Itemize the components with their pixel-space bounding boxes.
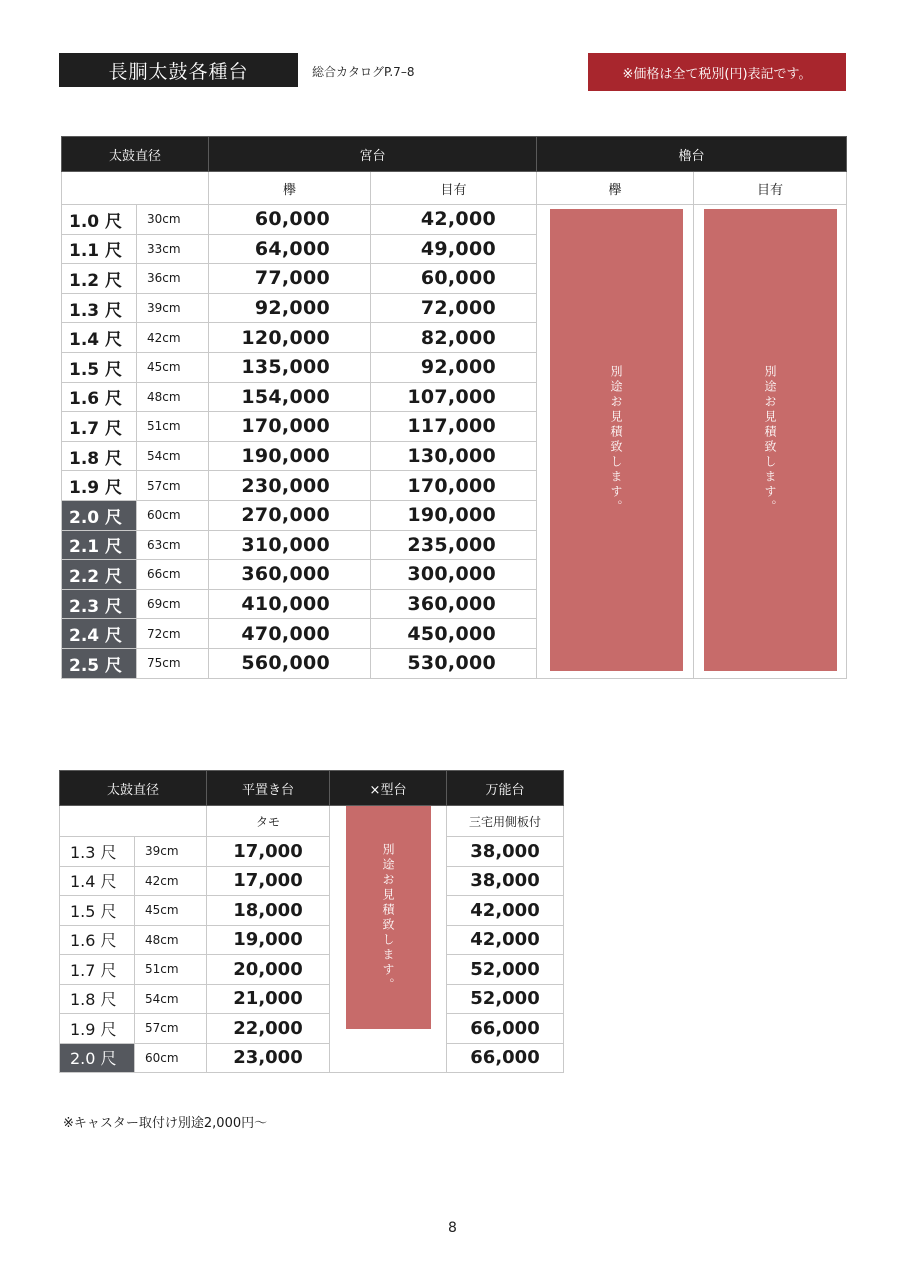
size-shaku: 2.5 尺 (62, 648, 137, 678)
size-cm: 60cm (137, 500, 209, 530)
size-cm: 48cm (137, 382, 209, 412)
price-miyadai-keyaki: 270,000 (209, 500, 371, 530)
size-shaku: 1.5 尺 (60, 896, 135, 926)
table-row (60, 866, 564, 896)
price-bannou: 42,000 (447, 925, 564, 955)
price-miyadai-mokuari: 107,000 (371, 382, 537, 412)
size-shaku: 1.4 尺 (60, 866, 135, 896)
size-shaku: 1.8 尺 (60, 984, 135, 1014)
caster-note: ※キャスター取付け別途2,000円〜 (63, 1116, 268, 1131)
header-miyadai: 宮台 (209, 137, 537, 172)
price-miyadai-mokuari: 130,000 (371, 441, 537, 471)
page-title: 長胴太鼓各種台 (59, 53, 298, 87)
table-row (60, 1043, 564, 1073)
price-miyadai-mokuari: 49,000 (371, 234, 537, 264)
price-miyadai-mokuari: 42,000 (371, 205, 537, 235)
size-shaku: 2.0 尺 (60, 1043, 135, 1073)
size-shaku: 1.6 尺 (60, 925, 135, 955)
price-miyadai-keyaki: 190,000 (209, 441, 371, 471)
size-cm: 36cm (137, 264, 209, 294)
header-diameter: 太鼓直径 (62, 137, 209, 172)
price-hiraoki: 21,000 (207, 984, 330, 1014)
size-shaku: 1.9 尺 (62, 471, 137, 501)
price-miyadai-keyaki: 410,000 (209, 589, 371, 619)
size-cm: 51cm (137, 412, 209, 442)
size-shaku: 2.2 尺 (62, 560, 137, 590)
size-shaku: 1.5 尺 (62, 352, 137, 382)
price-miyadai-keyaki: 170,000 (209, 412, 371, 442)
table-row (62, 205, 847, 235)
price-miyadai-keyaki: 470,000 (209, 619, 371, 649)
price-miyadai-mokuari: 92,000 (371, 352, 537, 382)
size-cm: 45cm (135, 896, 207, 926)
table-row (60, 984, 564, 1014)
size-shaku: 2.0 尺 (62, 500, 137, 530)
price-miyadai-mokuari: 190,000 (371, 500, 537, 530)
subheader-miyadai-mokuari: 目有 (371, 172, 537, 205)
header-diameter: 太鼓直径 (60, 771, 207, 806)
size-shaku: 1.8 尺 (62, 441, 137, 471)
price-hiraoki: 18,000 (207, 896, 330, 926)
size-cm: 30cm (137, 205, 209, 235)
price-bannou: 66,000 (447, 1014, 564, 1044)
size-cm: 39cm (135, 837, 207, 867)
price-miyadai-keyaki: 64,000 (209, 234, 371, 264)
price-miyadai-mokuari: 300,000 (371, 560, 537, 590)
tax-notice-badge: ※価格は全て税別(円)表記です。 (588, 53, 846, 91)
size-cm: 42cm (135, 866, 207, 896)
subheader-hiraoki-tamo: タモ (207, 806, 330, 837)
yaguradai-mokuari-cell (694, 205, 847, 679)
size-cm: 63cm (137, 530, 209, 560)
size-shaku: 1.6 尺 (62, 382, 137, 412)
price-bannou: 52,000 (447, 984, 564, 1014)
estimate-notice-xgata: 別途お見積致します。 (346, 806, 431, 1029)
subheader-bannou-miyake: 三宅用側板付 (447, 806, 564, 837)
subheader-yaguradai-keyaki: 欅 (537, 172, 694, 205)
price-miyadai-keyaki: 360,000 (209, 560, 371, 590)
size-cm: 51cm (135, 955, 207, 985)
price-miyadai-mokuari: 72,000 (371, 293, 537, 323)
size-shaku: 1.7 尺 (62, 412, 137, 442)
price-miyadai-mokuari: 117,000 (371, 412, 537, 442)
size-cm: 39cm (137, 293, 209, 323)
price-miyadai-mokuari: 82,000 (371, 323, 537, 353)
price-miyadai-mokuari: 450,000 (371, 619, 537, 649)
size-cm: 54cm (137, 441, 209, 471)
price-miyadai-keyaki: 230,000 (209, 471, 371, 501)
size-cm: 48cm (135, 925, 207, 955)
catalog-reference: 総合カタログP.7–8 (312, 65, 415, 79)
table-row (60, 896, 564, 926)
size-cm: 33cm (137, 234, 209, 264)
price-hiraoki: 20,000 (207, 955, 330, 985)
xgata-cell (330, 806, 447, 1073)
price-miyadai-mokuari: 170,000 (371, 471, 537, 501)
header-bannou: 万能台 (447, 771, 564, 806)
size-cm: 54cm (135, 984, 207, 1014)
price-miyadai-keyaki: 560,000 (209, 648, 371, 678)
subheader-blank (62, 172, 209, 205)
price-hiraoki: 17,000 (207, 866, 330, 896)
estimate-notice-yaguradai-mokuari: 別途お見積致します。 (704, 209, 837, 671)
size-shaku: 1.9 尺 (60, 1014, 135, 1044)
price-hiraoki: 17,000 (207, 837, 330, 867)
size-shaku: 1.2 尺 (62, 264, 137, 294)
price-hiraoki: 19,000 (207, 925, 330, 955)
table-row (60, 837, 564, 867)
yaguradai-keyaki-cell (537, 205, 694, 679)
table-row (60, 925, 564, 955)
size-shaku: 1.4 尺 (62, 323, 137, 353)
size-cm: 45cm (137, 352, 209, 382)
size-cm: 66cm (137, 560, 209, 590)
price-bannou: 42,000 (447, 896, 564, 926)
price-miyadai-mokuari: 235,000 (371, 530, 537, 560)
stand-price-table-1 (61, 136, 847, 679)
price-miyadai-keyaki: 92,000 (209, 293, 371, 323)
price-hiraoki: 23,000 (207, 1043, 330, 1073)
price-miyadai-keyaki: 154,000 (209, 382, 371, 412)
size-cm: 60cm (135, 1043, 207, 1073)
price-bannou: 52,000 (447, 955, 564, 985)
subheader-miyadai-keyaki: 欅 (209, 172, 371, 205)
subheader-blank (60, 806, 207, 837)
price-bannou: 38,000 (447, 837, 564, 867)
size-cm: 72cm (137, 619, 209, 649)
size-cm: 57cm (135, 1014, 207, 1044)
header-xgata: ×型台 (330, 771, 447, 806)
size-cm: 42cm (137, 323, 209, 353)
price-miyadai-mokuari: 360,000 (371, 589, 537, 619)
size-shaku: 2.1 尺 (62, 530, 137, 560)
size-shaku: 1.7 尺 (60, 955, 135, 985)
size-shaku: 1.0 尺 (62, 205, 137, 235)
size-shaku: 1.1 尺 (62, 234, 137, 264)
price-miyadai-mokuari: 530,000 (371, 648, 537, 678)
table-row (60, 955, 564, 985)
price-bannou: 66,000 (447, 1043, 564, 1073)
table-row (60, 1014, 564, 1044)
price-hiraoki: 22,000 (207, 1014, 330, 1044)
size-shaku: 1.3 尺 (60, 837, 135, 867)
size-shaku: 2.4 尺 (62, 619, 137, 649)
price-miyadai-keyaki: 310,000 (209, 530, 371, 560)
size-cm: 75cm (137, 648, 209, 678)
size-shaku: 2.3 尺 (62, 589, 137, 619)
size-shaku: 1.3 尺 (62, 293, 137, 323)
price-miyadai-keyaki: 120,000 (209, 323, 371, 353)
price-miyadai-keyaki: 135,000 (209, 352, 371, 382)
size-cm: 57cm (137, 471, 209, 501)
size-cm: 69cm (137, 589, 209, 619)
estimate-notice-yaguradai-keyaki: 別途お見積致します。 (550, 209, 683, 671)
stand-price-table-2 (59, 770, 564, 1073)
header-yaguradai: 櫓台 (537, 137, 847, 172)
page-number: 8 (448, 1220, 457, 1236)
price-miyadai-keyaki: 60,000 (209, 205, 371, 235)
price-bannou: 38,000 (447, 866, 564, 896)
subheader-yaguradai-mokuari: 目有 (694, 172, 847, 205)
header-hiraoki: 平置き台 (207, 771, 330, 806)
price-miyadai-mokuari: 60,000 (371, 264, 537, 294)
price-miyadai-keyaki: 77,000 (209, 264, 371, 294)
